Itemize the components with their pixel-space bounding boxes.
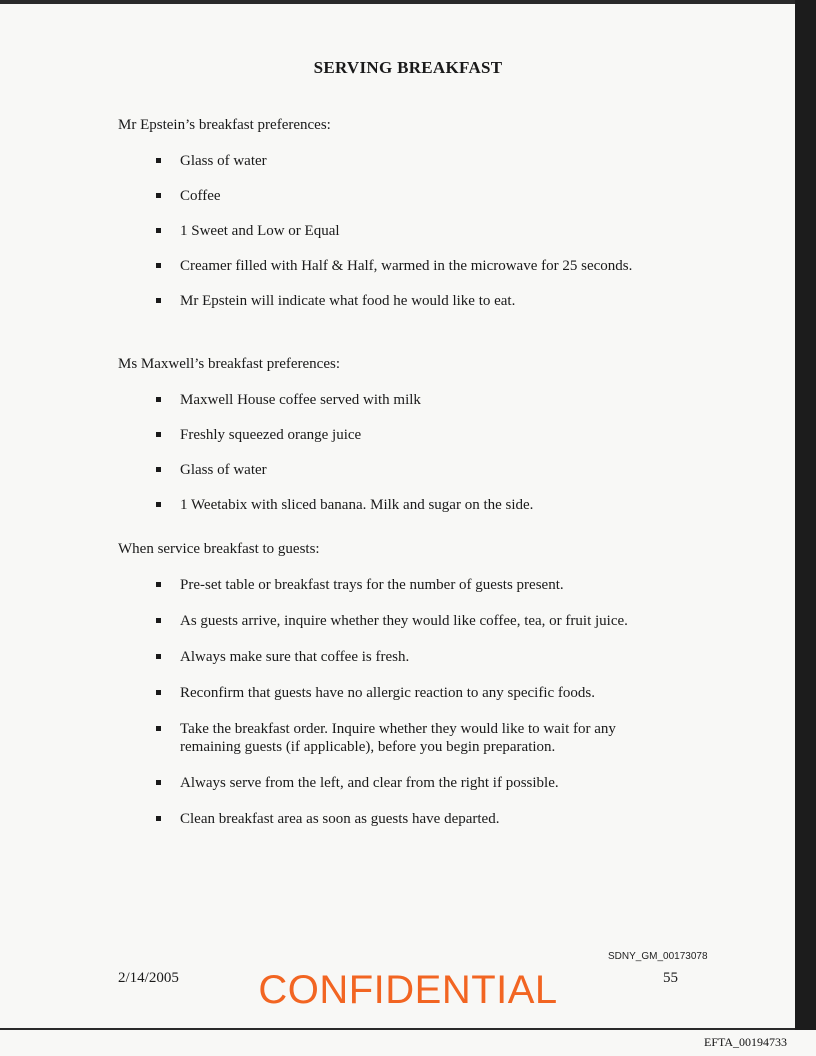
epstein-heading: Mr Epstein’s breakfast preferences: [118,117,331,133]
bullet-icon [156,158,161,163]
bullet-icon [156,582,161,587]
list-item: Clean breakfast area as soon as guests have departed. [180,810,680,828]
bullet-icon [156,467,161,472]
bullet-icon [156,690,161,695]
list-item: 1 Weetabix with sliced banana. Milk and sugar on the side. [180,496,740,514]
list-item: Mr Epstein will indicate what food he would like to eat. [180,292,740,310]
list-item: Maxwell House coffee served with milk [180,391,740,409]
list-item: Always make sure that coffee is fresh. [180,648,680,666]
maxwell-list [180,391,740,514]
scan-bottom-rule [0,1028,795,1030]
list-item: Glass of water [180,152,740,170]
bullet-icon [156,726,161,731]
list-item: Coffee [180,187,740,205]
list-item: Glass of water [180,461,740,479]
page-title: SERVING BREAKFAST [313,58,503,77]
footer-date: 2/14/2005 [118,970,179,986]
list-item: As guests arrive, inquire whether they would like coffee, tea, or fruit juice. [180,612,720,630]
list-item: Freshly squeezed orange juice [180,426,740,444]
scan-top-edge [0,0,816,4]
efta-number: EFTA_00194733 [704,1035,788,1049]
bullet-icon [156,780,161,785]
list-item: Pre-set table or breakfast trays for the number of guests present. [180,576,680,594]
bullet-icon [156,432,161,437]
scan-right-edge [795,0,816,1030]
bullet-icon [156,816,161,821]
bullet-icon [156,502,161,507]
bullet-icon [156,618,161,623]
bullet-icon [156,228,161,233]
bullet-icon [156,654,161,659]
list-item: Take the breakfast order. Inquire whether they would like to wait for any remaining guests (if applicable), before you begin preparation. [180,720,650,756]
bullet-icon [156,193,161,198]
list-item: 1 Sweet and Low or Equal [180,222,740,240]
bullet-icon [156,397,161,402]
bates-number: SDNY_GM_00173078 [608,951,708,962]
list-item: Reconfirm that guests have no allergic reaction to any specific foods. [180,684,680,702]
list-item: Always serve from the left, and clear from the right if possible. [180,774,680,792]
maxwell-heading: Ms Maxwell’s breakfast preferences: [118,356,340,372]
epstein-list [180,152,740,310]
bullet-icon [156,263,161,268]
list-item: Creamer filled with Half & Half, warmed in the microwave for 25 seconds. [180,257,740,275]
page-number: 55 [663,970,678,986]
guests-list [180,576,680,828]
bullet-icon [156,298,161,303]
confidential-stamp: CONFIDENTIAL [258,968,558,1012]
guests-heading: When service breakfast to guests: [118,541,320,557]
